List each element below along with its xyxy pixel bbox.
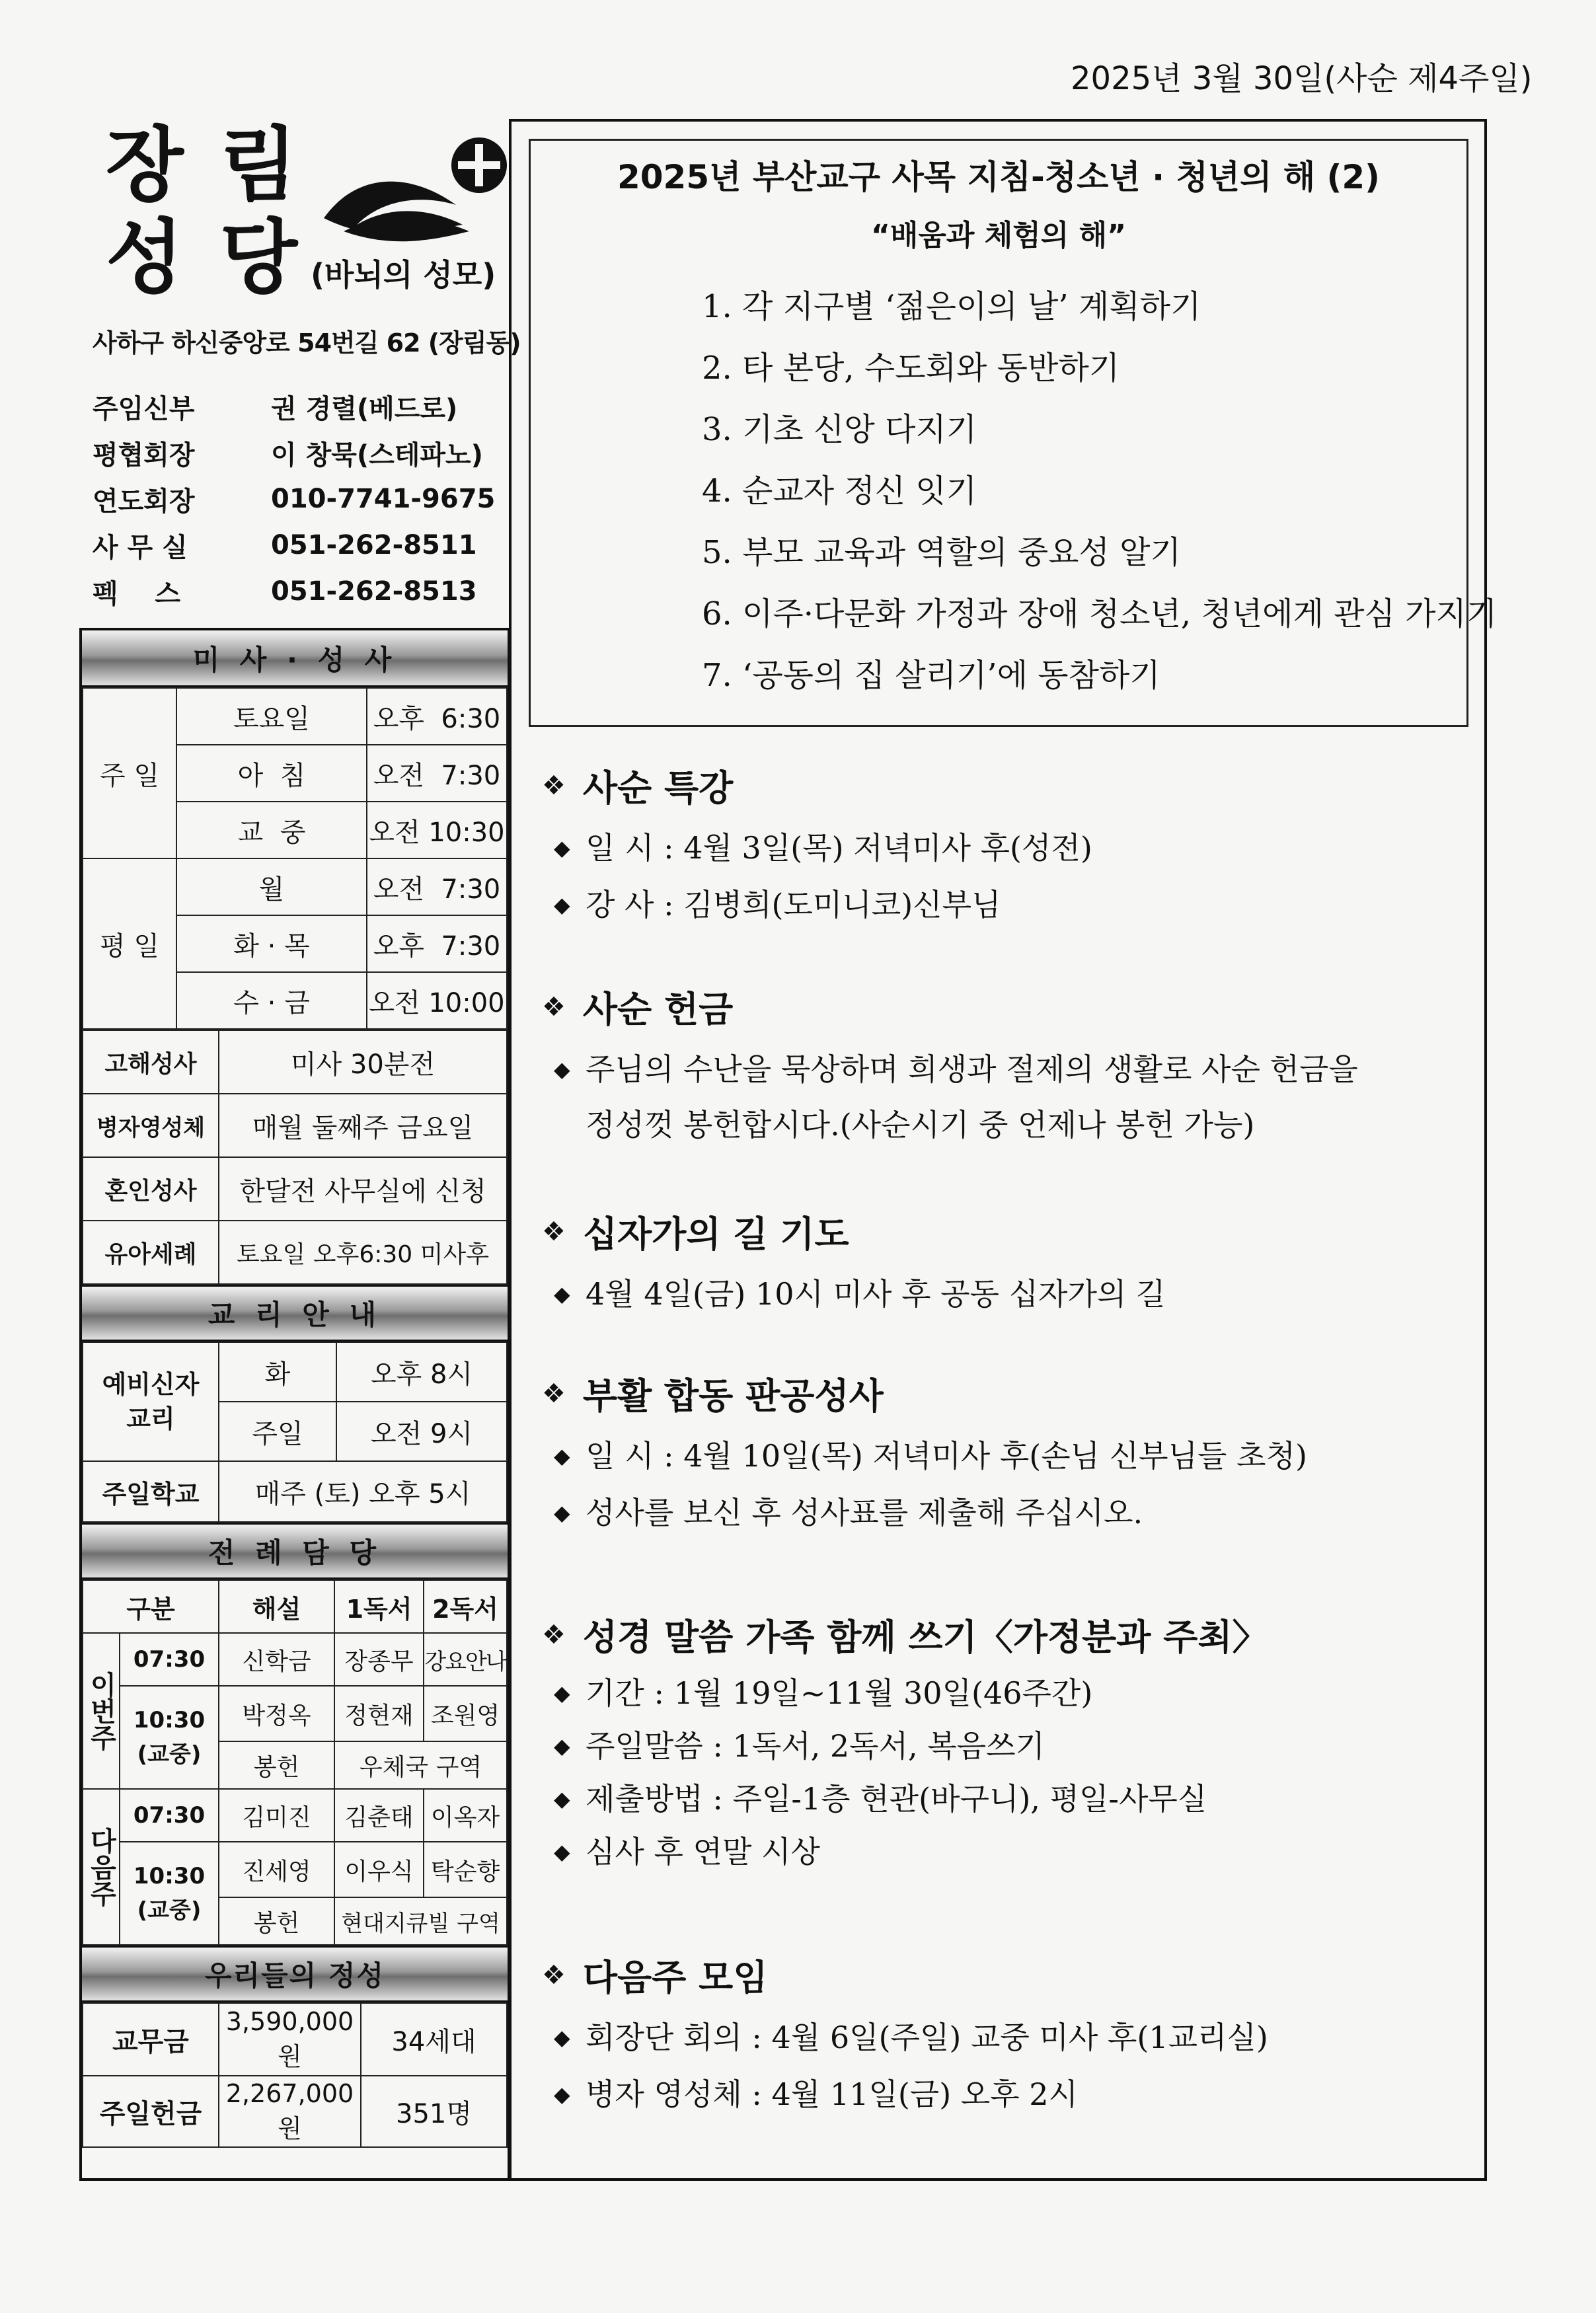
church-name-line1: 장 림: [106, 118, 302, 212]
list-item: 4. 순교자 정신 잇기: [702, 473, 977, 510]
sacrament-label: 병자영성체: [83, 1094, 219, 1157]
liturgy-offering-group: 우체국 구역: [334, 1741, 507, 1789]
patron-name: (바뇌의 성모): [311, 257, 496, 293]
mass-day: 교 중: [176, 802, 367, 858]
guidelines-title: 2025년 부산교구 사목 지침-청소년 · 청년의 해 (2): [617, 158, 1381, 196]
mass-day: 월: [176, 858, 367, 915]
offering-label: 교무금: [83, 2003, 219, 2076]
liturgy-name: 신학금: [219, 1633, 334, 1686]
next-week-label: 다음주: [83, 1789, 120, 1945]
liturgy-header: 2독서: [424, 1580, 507, 1633]
diamond-bullet-icon: ❖: [542, 770, 566, 801]
liturgy-time: 07:30: [120, 1633, 219, 1686]
liturgy-offering-group: 현대지큐빌 구역: [334, 1897, 507, 1945]
contact-label: 펙 스: [93, 578, 180, 609]
liturgy-time: 10:30 (교중): [120, 1842, 219, 1945]
contact-label: 주임신부: [93, 393, 195, 424]
mass-time: 오전 7:30: [367, 745, 507, 802]
bullet-icon: ◆: [554, 1839, 570, 1864]
offering-amount: 2,267,000원: [219, 2076, 361, 2147]
this-week-label: 이번주: [83, 1633, 120, 1789]
offering-section-title: 우리들의 정성: [82, 1946, 508, 2002]
table-row: [83, 1094, 507, 1157]
sacrament-value: 한달전 사무실에 신청: [219, 1157, 507, 1221]
contact-label: 사 무 실: [93, 532, 188, 563]
bullet-icon: ◆: [554, 2025, 570, 2050]
sacrament-label: 혼인성사: [83, 1157, 219, 1221]
sacrament-value: 매월 둘째주 금요일: [219, 1094, 507, 1157]
bullet-icon: ◆: [554, 1443, 570, 1468]
contact-label: 연도회장: [93, 486, 195, 517]
contact-row: [93, 383, 495, 430]
liturgy-name: 김미진: [219, 1789, 334, 1842]
diamond-bullet-icon: ❖: [542, 1959, 566, 1991]
sacrament-label: 유아세례: [83, 1221, 219, 1284]
offering-table: [82, 2002, 508, 2148]
section-item: 일 시 : 4월 3일(목) 저녁미사 후(성전): [586, 830, 1092, 866]
contact-label: 평협회장: [93, 439, 195, 471]
bullet-icon: ◆: [554, 892, 570, 917]
liturgy-header: 해설: [219, 1580, 334, 1633]
mass-day: 토요일: [176, 688, 367, 745]
mass-schedule-table: [82, 687, 508, 1030]
bulletin-date: 2025년 3월 30일(사순 제4주일): [1071, 60, 1533, 97]
sacrament-table: [82, 1030, 508, 1285]
liturgy-name: 이우식: [334, 1842, 424, 1897]
contact-value: 이 창묵(스테파노): [271, 439, 483, 471]
mass-day: 아 침: [176, 745, 367, 802]
contact-row: [93, 522, 495, 568]
bullet-icon: ◆: [554, 1786, 570, 1811]
section-item: 일 시 : 4월 10일(목) 저녁미사 후(손님 신부님들 초청): [586, 1438, 1307, 1474]
section-item: 주님의 수난을 묵상하며 희생과 절제의 생활로 사순 헌금을: [586, 1051, 1358, 1087]
table-row: [83, 1580, 507, 1633]
section-item: 병자 영성체 : 4월 11일(금) 오후 2시: [586, 2076, 1078, 2112]
section-item: 주일말씀 : 1독서, 2독서, 복음쓰기: [586, 1728, 1045, 1764]
mass-time: 오후 7:30: [367, 915, 507, 972]
mass-time: 오전 7:30: [367, 858, 507, 915]
liturgy-name: 박정옥: [219, 1686, 334, 1741]
liturgy-section-title: 전 례 담 당: [82, 1523, 508, 1579]
liturgy-name: 이옥자: [424, 1789, 507, 1842]
bullet-icon: ◆: [554, 835, 570, 860]
section-item: 심사 후 연말 시상: [586, 1834, 820, 1870]
section-item: 4월 4일(금) 10시 미사 후 공동 십자가의 길: [586, 1276, 1166, 1312]
liturgy-offering-label: 봉헌: [219, 1897, 334, 1945]
lent-offering-section: [542, 981, 1358, 1145]
section-item-continued: 정성껏 봉헌합시다.(사순시기 중 언제나 봉헌 가능): [586, 1107, 1255, 1143]
catechism-table: [82, 1342, 508, 1523]
section-item: 강 사 : 김병희(도미니코)신부님: [586, 887, 1001, 923]
table-row: [83, 1686, 507, 1741]
catechism-pre-label: 예비신자 교리: [83, 1342, 219, 1461]
bullet-icon: ◆: [554, 1500, 570, 1525]
sunday-school-label: 주일학교: [83, 1461, 219, 1522]
bullet-icon: ◆: [554, 2082, 570, 2107]
mass-time: 오후 6:30: [367, 688, 507, 745]
liturgy-name: 김춘태: [334, 1789, 424, 1842]
section-title: 십자가의 길 기도: [582, 1213, 849, 1255]
bullet-icon: ◆: [554, 1281, 570, 1307]
table-row: [83, 1842, 507, 1897]
section-item: 성사를 보신 후 성사표를 제출해 주십시오.: [586, 1495, 1143, 1531]
section-title: 성경 말씀 가족 함께 쓰기〈가정분과 주최〉: [582, 1616, 1268, 1658]
list-item: 1. 각 지구별 ‘젊은이의 날’ 계획하기: [702, 288, 1201, 325]
table-row: [83, 1342, 507, 1402]
catechism-time: 오후 8시: [336, 1342, 507, 1402]
mass-time: 오전 10:30: [367, 802, 507, 858]
mass-section-title: 미 사 · 성 사: [82, 630, 508, 687]
catechism-day: 화: [219, 1342, 336, 1402]
liturgy-name: 장종무: [334, 1633, 424, 1686]
catechism-section-title: 교 리 안 내: [82, 1285, 508, 1342]
sunday-school-value: 매주 (토) 오후 5시: [219, 1461, 507, 1522]
table-row: [83, 2076, 507, 2147]
contact-value: 권 경렬(베드로): [271, 393, 458, 424]
church-address: 사하구 하신중앙로 54번길 62 (장림동): [93, 328, 521, 358]
info-column: [79, 628, 510, 2181]
bible-writing-section: [542, 1609, 1268, 1872]
offering-label: 주일헌금: [83, 2076, 219, 2147]
section-title: 다음주 모임: [582, 1957, 768, 1998]
mass-time: 오전 10:00: [367, 972, 507, 1029]
lent-lecture-section: [542, 760, 1092, 925]
bullet-icon: ◆: [554, 1733, 570, 1759]
contact-row: [93, 568, 495, 615]
way-of-cross-section: [542, 1206, 1165, 1314]
diamond-bullet-icon: ❖: [542, 1216, 566, 1247]
table-row: [83, 1030, 507, 1094]
sacrament-label: 고해성사: [83, 1030, 219, 1094]
bullet-icon: ◆: [554, 1057, 570, 1082]
table-row: [83, 1633, 507, 1686]
mass-day: 화 · 목: [176, 915, 367, 972]
catechism-time: 오전 9시: [336, 1402, 507, 1461]
table-row: [83, 1789, 507, 1842]
table-row: [83, 858, 507, 915]
church-name-line2: 성 당: [106, 211, 302, 305]
liturgy-offering-label: 봉헌: [219, 1741, 334, 1789]
contact-row: [93, 430, 495, 476]
guidelines-list: [702, 281, 1497, 711]
sunday-label: 주 일: [83, 688, 176, 858]
contact-list: [93, 383, 495, 615]
list-item: 5. 부모 교육과 역할의 중요성 알기: [702, 534, 1181, 571]
contact-value: 051-262-8511: [271, 530, 477, 560]
catechism-day: 주일: [219, 1402, 336, 1461]
liturgy-name: 조원영: [424, 1686, 507, 1741]
mass-day: 수 · 금: [176, 972, 367, 1029]
section-item: 제출방법 : 주일-1층 현관(바구니), 평일-사무실: [586, 1781, 1207, 1817]
offering-count: 34세대: [361, 2003, 507, 2076]
contact-value: 010-7741-9675: [271, 484, 496, 514]
section-title: 사순 특강: [582, 767, 734, 809]
confession-section: [542, 1368, 1307, 1533]
table-row: [83, 1461, 507, 1522]
list-item: 2. 타 본당, 수도회와 동반하기: [702, 350, 1120, 387]
bullet-icon: ◆: [554, 1681, 570, 1706]
diamond-bullet-icon: ❖: [542, 1378, 566, 1409]
table-row: [83, 688, 507, 745]
church-logo-icon: [317, 132, 515, 264]
liturgy-header: 구분: [83, 1580, 219, 1633]
guidelines-subtitle: “배움과 체험의 해”: [871, 219, 1126, 252]
liturgy-name: 강요안나: [424, 1633, 507, 1686]
list-item: 3. 기초 신앙 다지기: [702, 411, 977, 448]
liturgy-time: 07:30: [120, 1789, 219, 1842]
list-item: 6. 이주·다문화 가정과 장애 청소년, 청년에게 관심 가지기: [702, 595, 1498, 632]
church-name: [106, 118, 302, 305]
section-title: 사순 헌금: [582, 989, 734, 1030]
sacrament-value: 토요일 오후6:30 미사후: [219, 1221, 507, 1284]
weekday-label: 평 일: [83, 858, 176, 1029]
table-row: [83, 1157, 507, 1221]
contact-value: 051-262-8513: [271, 576, 477, 607]
next-week-meetings-section: [542, 1950, 1268, 2114]
list-item: 7. ‘공동의 집 살리기’에 동참하기: [702, 657, 1160, 694]
table-row: [83, 2003, 507, 2076]
liturgy-name: 진세영: [219, 1842, 334, 1897]
liturgy-time: 10:30 (교중): [120, 1686, 219, 1789]
offering-count: 351명: [361, 2076, 507, 2147]
sacrament-value: 미사 30분전: [219, 1030, 507, 1094]
liturgy-name: 탁순향: [424, 1842, 507, 1897]
liturgy-name: 정현재: [334, 1686, 424, 1741]
section-item: 회장단 회의 : 4월 6일(주일) 교중 미사 후(1교리실): [586, 2020, 1268, 2055]
liturgy-header: 1독서: [334, 1580, 424, 1633]
liturgy-table: [82, 1579, 508, 1946]
table-row: [83, 1221, 507, 1284]
section-title: 부활 합동 판공성사: [582, 1375, 884, 1417]
diamond-bullet-icon: ❖: [542, 1619, 566, 1650]
offering-amount: 3,590,000원: [219, 2003, 361, 2076]
contact-row: [93, 476, 495, 522]
diamond-bullet-icon: ❖: [542, 991, 566, 1022]
section-item: 기간 : 1월 19일~11월 30일(46주간): [586, 1675, 1093, 1711]
